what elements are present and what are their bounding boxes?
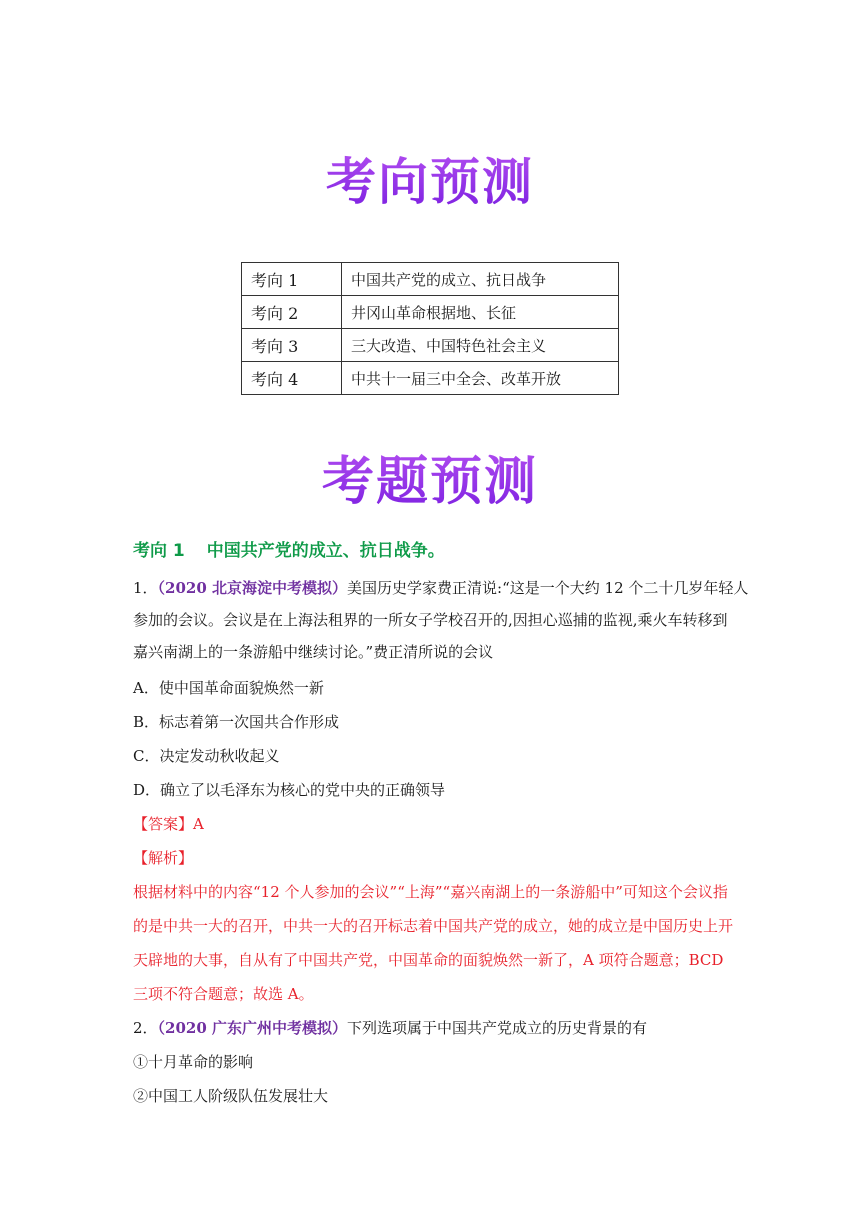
q1-stem-line: 嘉兴南湖上的一条游船中继续讨论。”费正清所说的会议: [133, 643, 494, 661]
analysis-line: 天辟地的大事，自从有了中国共产党，中国革命的面貌焕然一新了，A 项符合题意；BCD: [133, 951, 724, 969]
q1-source: （2020 北京海淀中考模拟）: [157, 579, 348, 597]
topic-content: 中共十一届三中全会、改革开放: [342, 362, 619, 395]
analysis-label: 【解析】: [133, 849, 194, 867]
section-label: 考向 1: [133, 541, 185, 561]
q1-stem-line: 参加的会议。会议是在上海法租界的一所女子学校召开的,因担心巡捕的监视,乘火车转移到: [133, 611, 728, 629]
analysis-line: 的是中共一大的召开，中共一大的召开标志着中国共产党的成立，她的成立是中国历史上开: [133, 917, 734, 935]
q2-stem-text: 下列选项属于中国共产党成立的历史背景的有: [347, 1019, 648, 1037]
topic-content: 中国共产党的成立、抗日战争: [342, 263, 619, 296]
q1-stem-line: [133, 578, 749, 598]
table-row: [242, 263, 619, 296]
q1-option-c: C．决定发动秋收起义: [133, 747, 280, 765]
forecast-banner: 考向预测: [0, 150, 860, 214]
answer-value: A: [193, 815, 204, 833]
q1-stem-text: 美国历史学家费正清说:“这是一个大约 12 个二十几岁年轻人: [347, 579, 749, 597]
q1-option-a: A．使中国革命面貌焕然一新: [133, 679, 324, 697]
topic-label: 考向 1: [242, 263, 342, 296]
analysis-line: 根据材料中的内容“12 个人参加的会议”“上海”“嘉兴南湖上的一条游船中”可知这个会议指: [133, 883, 728, 901]
table-row: [242, 296, 619, 329]
topic-label: 考向 3: [242, 329, 342, 362]
q2-item: ②中国工人阶级队伍发展壮大: [133, 1087, 329, 1105]
q1-answer: [133, 814, 733, 834]
q2-stem-line: [133, 1018, 733, 1038]
topic-table: [241, 262, 619, 395]
q1-option-d: D．确立了以毛泽东为核心的党中央的正确领导: [133, 781, 446, 799]
topic-content: 井冈山革命根据地、长征: [342, 296, 619, 329]
q2-number: 2．: [133, 1019, 158, 1037]
section-heading: [133, 536, 445, 561]
section-title: 中国共产党的成立、抗日战争。: [206, 541, 445, 561]
q2-item: ①十月革命的影响: [133, 1053, 254, 1071]
topic-content: 三大改造、中国特色社会主义: [342, 329, 619, 362]
table-row: [242, 329, 619, 362]
analysis-line: 三项不符合题意；故选 A。: [133, 985, 314, 1003]
q2-source: （2020 广东广州中考模拟）: [157, 1019, 348, 1037]
answer-label: 【答案】: [133, 815, 194, 833]
table-row: [242, 362, 619, 395]
q1-number: 1．: [133, 579, 158, 597]
topic-label: 考向 2: [242, 296, 342, 329]
questions-banner: 考题预测: [0, 448, 860, 516]
topic-label: 考向 4: [242, 362, 342, 395]
q1-option-b: B．标志着第一次国共合作形成: [133, 713, 340, 731]
